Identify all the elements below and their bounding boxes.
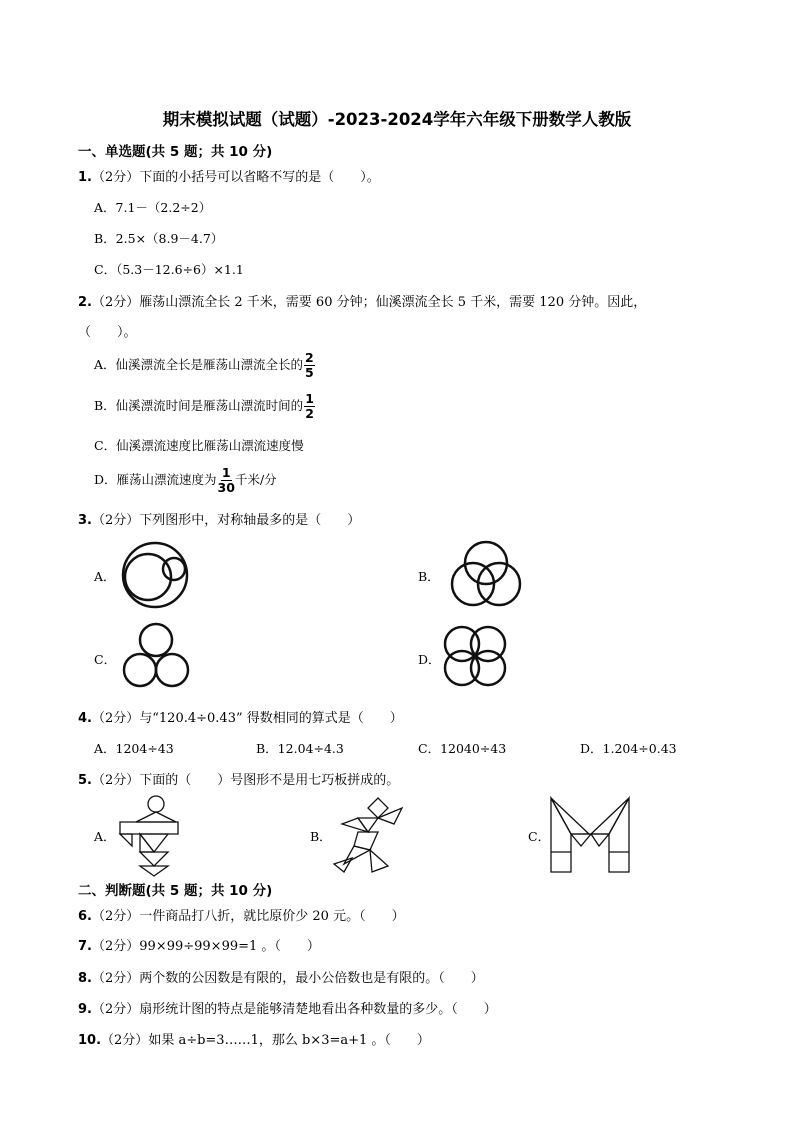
q3-option-d-label[interactable]: D． bbox=[418, 652, 441, 667]
fraction-denominator: 2 bbox=[305, 406, 314, 421]
question-text: 下列图形中，对称轴最多的是（ ） bbox=[139, 513, 361, 528]
question-points: （2分） bbox=[91, 939, 140, 954]
option-text: B．仙溪漂流时间是雁荡山漂流时间的 bbox=[94, 398, 304, 413]
question-7 bbox=[78, 935, 320, 954]
q4-option-c[interactable]: C．12040÷43 bbox=[418, 741, 507, 756]
question-9 bbox=[78, 998, 497, 1017]
fraction bbox=[304, 351, 315, 380]
question-3 bbox=[78, 509, 360, 528]
question-text: 如果 a÷b=3……1，那么 b×3=a+1 。（ ） bbox=[148, 1033, 430, 1048]
q2-option-b[interactable] bbox=[94, 392, 315, 421]
q1-option-a[interactable]: A．7.1－（2.2÷2） bbox=[94, 200, 212, 215]
question-8 bbox=[78, 967, 484, 986]
question-points: （2分） bbox=[101, 1033, 149, 1048]
q2-option-a[interactable] bbox=[94, 351, 315, 380]
fraction bbox=[218, 466, 235, 495]
question-points: （2分） bbox=[91, 295, 140, 310]
question-number: 2. bbox=[78, 295, 92, 310]
question-text: 与“120.4÷0.43” 得数相同的算式是（ ） bbox=[139, 711, 403, 726]
question-5 bbox=[78, 769, 399, 788]
question-text: 下面的小括号可以省略不写的是（ ）。 bbox=[139, 170, 380, 185]
q3-option-b-label[interactable]: B． bbox=[418, 569, 440, 584]
question-points: （2分） bbox=[91, 971, 140, 986]
question-4 bbox=[78, 707, 403, 726]
question-number: 5. bbox=[78, 773, 92, 788]
fraction-numerator: 1 bbox=[305, 391, 314, 406]
q5-option-a-label[interactable]: A． bbox=[94, 829, 116, 844]
q3-option-c-label[interactable]: C． bbox=[94, 652, 117, 667]
section-heading-single-choice: 一、单选题(共 5 题；共 10 分) bbox=[78, 144, 273, 160]
q3-figure-a bbox=[118, 538, 192, 612]
q1-option-c[interactable]: C．（5.3－12.6÷6）×1.1 bbox=[94, 262, 244, 277]
question-points: （2分） bbox=[91, 773, 140, 788]
question-2-text-continued: （ ）。 bbox=[78, 325, 137, 340]
fraction-denominator: 30 bbox=[217, 480, 235, 495]
question-text: 一件商品打八折，就比原价少 20 元。（ ） bbox=[139, 909, 405, 924]
q3-figure-c bbox=[118, 622, 194, 690]
question-points: （2分） bbox=[91, 1002, 140, 1017]
q4-option-a[interactable]: A．1204÷43 bbox=[94, 741, 174, 756]
q5-figure-a-tangram-person bbox=[118, 794, 184, 876]
page-title: 期末模拟试题（试题）-2023-2024学年六年级下册数学人教版 bbox=[162, 110, 632, 129]
q5-option-b-label[interactable]: B． bbox=[310, 829, 332, 844]
question-number: 8. bbox=[78, 971, 92, 986]
question-points: （2分） bbox=[91, 513, 140, 528]
question-text: 下面的（ ）号图形不是用七巧板拼成的。 bbox=[139, 773, 400, 788]
q5-figure-b-tangram-runner bbox=[332, 796, 410, 876]
question-number: 6. bbox=[78, 909, 92, 924]
option-text: A．仙溪漂流全长是雁荡山漂流全长的 bbox=[94, 357, 304, 372]
fraction bbox=[304, 392, 315, 421]
question-text: 99×99÷99×99=1 。（ ） bbox=[139, 939, 320, 954]
question-number: 10. bbox=[78, 1033, 102, 1048]
question-points: （2分） bbox=[91, 711, 140, 726]
q5-figure-c-tangram-m bbox=[549, 796, 631, 874]
question-points: （2分） bbox=[91, 909, 140, 924]
q2-option-c[interactable]: C．仙溪漂流速度比雁荡山漂流速度慢 bbox=[94, 438, 304, 453]
fraction-numerator: 2 bbox=[305, 350, 314, 365]
q1-option-b[interactable]: B．2.5×（8.9－4.7） bbox=[94, 231, 224, 246]
question-6 bbox=[78, 905, 405, 924]
question-2 bbox=[78, 291, 646, 310]
question-number: 9. bbox=[78, 1002, 92, 1017]
q4-option-b[interactable]: B．12.04÷4.3 bbox=[256, 741, 344, 756]
question-text: 雁荡山漂流全长 2 千米，需要 60 分钟；仙溪漂流全长 5 千米，需要 120 分钟。因此， bbox=[139, 295, 647, 310]
question-number: 3. bbox=[78, 513, 92, 528]
unit-text: 千米/分 bbox=[234, 472, 277, 487]
fraction-numerator: 1 bbox=[221, 465, 231, 480]
question-1 bbox=[78, 166, 380, 185]
question-number: 1. bbox=[78, 170, 92, 185]
q3-figure-b bbox=[446, 540, 526, 612]
question-text: 扇形统计图的特点是能够清楚地看出各种数量的多少。（ ） bbox=[139, 1002, 497, 1017]
fraction-denominator: 5 bbox=[305, 365, 314, 380]
question-number: 7. bbox=[78, 939, 92, 954]
q3-option-a-label[interactable]: A． bbox=[94, 569, 116, 584]
question-number: 4. bbox=[78, 711, 92, 726]
section-heading-true-false: 二、判断题(共 5 题；共 10 分) bbox=[78, 883, 273, 899]
q3-figure-d bbox=[440, 622, 512, 690]
q5-option-c-label[interactable]: C． bbox=[528, 829, 551, 844]
q2-option-d[interactable] bbox=[94, 466, 277, 495]
q4-option-d[interactable]: D．1.204÷0.43 bbox=[580, 741, 677, 756]
question-text: 两个数的公因数是有限的，最小公倍数也是有限的。（ ） bbox=[139, 971, 484, 986]
question-points: （2分） bbox=[91, 170, 140, 185]
question-10 bbox=[78, 1029, 430, 1048]
option-text: D．雁荡山漂流速度为 bbox=[94, 472, 217, 487]
